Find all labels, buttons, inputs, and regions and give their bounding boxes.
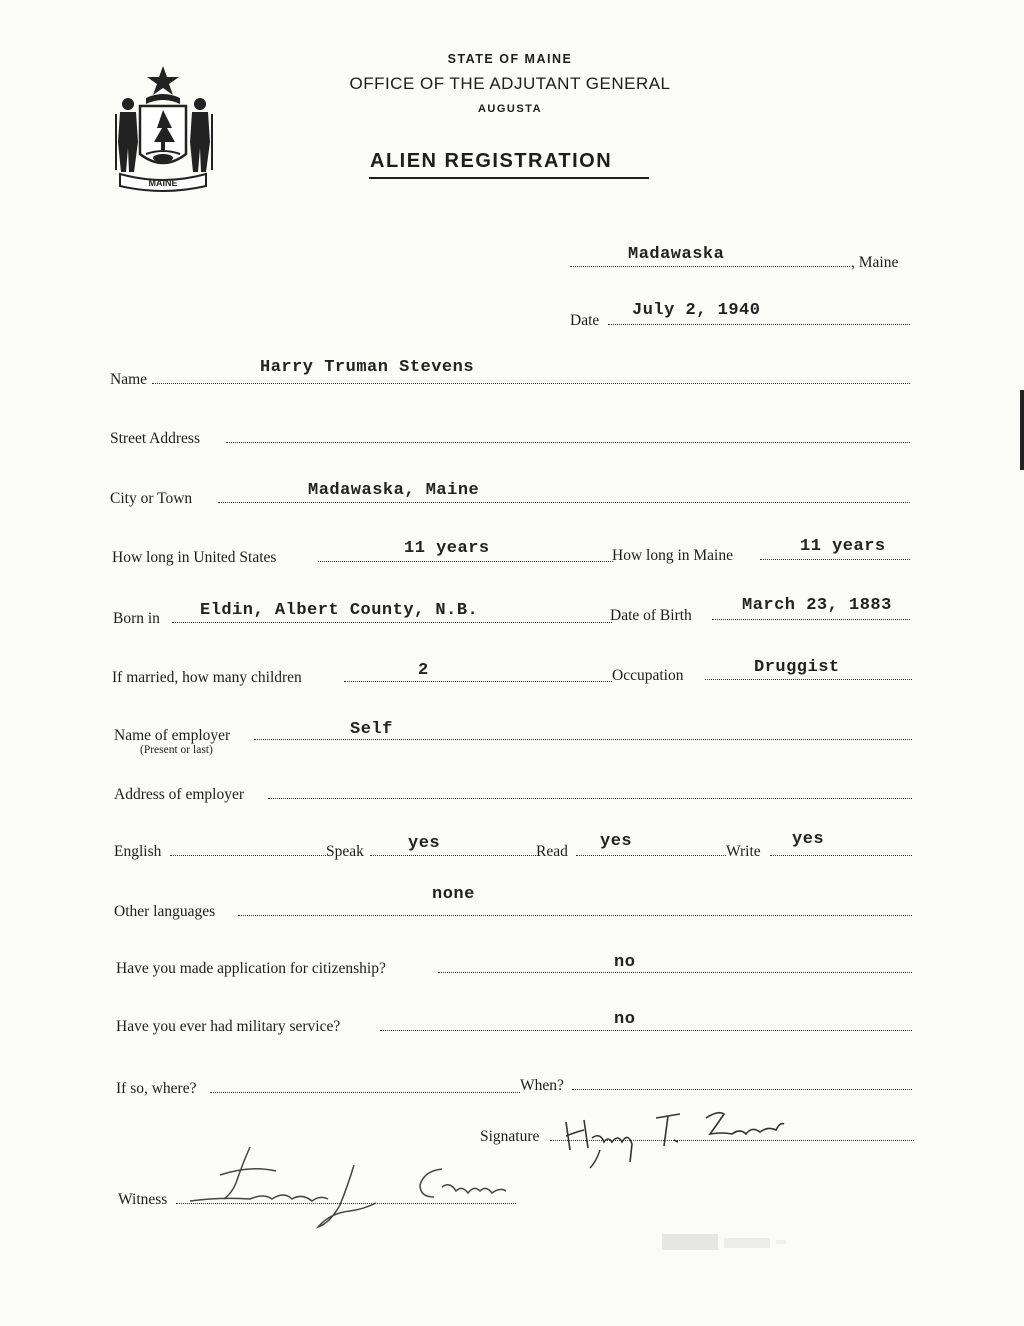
english-line [170, 855, 326, 856]
town-value: Madawaska [628, 245, 725, 264]
date-value: July 2, 1940 [632, 301, 761, 320]
employer-address-line [268, 798, 912, 799]
state-heading: STATE OF MAINE [447, 52, 573, 66]
occupation-line [705, 679, 912, 680]
witness-label: Witness [118, 1191, 168, 1208]
how-long-maine-value: 11 years [800, 537, 886, 556]
signature-label: Signature [480, 1128, 540, 1145]
if-so-where-line [210, 1092, 520, 1093]
office-heading: OFFICE OF THE ADJUTANT GENERAL [349, 74, 671, 93]
speak-line [370, 855, 536, 856]
read-label: Read [536, 843, 568, 860]
city-value: Madawaska, Maine [308, 481, 480, 500]
employer-value: Self [350, 720, 393, 739]
employer-address-label: Address of employer [114, 786, 244, 803]
how-long-us-label: How long in United States [112, 549, 277, 566]
military-line [380, 1030, 912, 1031]
speak-label: Speak [326, 843, 364, 860]
state-seal-icon [108, 62, 218, 192]
street-address-line [226, 442, 910, 443]
date-label: Date [570, 312, 600, 329]
english-label: English [114, 843, 162, 860]
city-label: City or Town [110, 490, 193, 507]
other-languages-value: none [432, 885, 475, 904]
write-value: yes [792, 830, 825, 849]
other-languages-line [238, 915, 912, 916]
employer-sublabel: (Present or last) [140, 744, 213, 756]
when-line [572, 1089, 912, 1090]
children-label: If married, how many children [112, 669, 302, 686]
title-underline [369, 177, 649, 179]
citizenship-value: no [614, 953, 636, 972]
seal-text: MAINE [148, 178, 178, 188]
born-in-line [172, 622, 612, 623]
military-value: no [614, 1010, 636, 1029]
military-label: Have you ever had military service? [116, 1018, 341, 1035]
name-value: Harry Truman Stevens [260, 358, 475, 377]
children-line [344, 681, 612, 682]
dob-label: Date of Birth [610, 607, 692, 624]
town-line [570, 266, 850, 267]
write-line [770, 855, 912, 856]
speak-value: yes [408, 834, 441, 853]
name-label: Name [110, 371, 148, 388]
how-long-us-value: 11 years [404, 539, 490, 558]
citizenship-label: Have you made application for citizenship? [116, 960, 386, 977]
city-line [218, 502, 910, 503]
dob-line [712, 619, 910, 620]
dob-value: March 23, 1883 [742, 596, 892, 615]
employer-label: Name of employer [114, 727, 231, 744]
form-title: ALIEN REGISTRATION [370, 150, 613, 172]
read-value: yes [600, 832, 633, 851]
how-long-maine-label: How long in Maine [612, 547, 733, 564]
name-line [152, 383, 910, 384]
read-line [576, 855, 726, 856]
state-suffix: , Maine [851, 254, 899, 271]
witness-signature-handwriting [180, 1135, 520, 1235]
when-label: When? [520, 1077, 564, 1094]
born-in-value: Eldin, Albert County, N.B. [200, 601, 479, 620]
other-languages-label: Other languages [114, 903, 216, 920]
scan-edge-mark [1020, 390, 1024, 470]
born-in-label: Born in [113, 610, 160, 627]
write-label: Write [726, 843, 761, 860]
city-heading: AUGUSTA [477, 103, 543, 115]
street-address-label: Street Address [110, 430, 200, 447]
occupation-value: Druggist [754, 658, 840, 677]
children-value: 2 [418, 661, 429, 680]
employer-line [254, 739, 912, 740]
date-line [608, 324, 910, 325]
how-long-us-line [318, 561, 613, 562]
occupation-label: Occupation [612, 667, 684, 684]
citizenship-line [438, 972, 912, 973]
how-long-maine-line [760, 559, 910, 560]
signature-handwriting [480, 1092, 800, 1172]
if-so-where-label: If so, where? [116, 1080, 197, 1097]
faded-stamp-mark [660, 1228, 790, 1256]
